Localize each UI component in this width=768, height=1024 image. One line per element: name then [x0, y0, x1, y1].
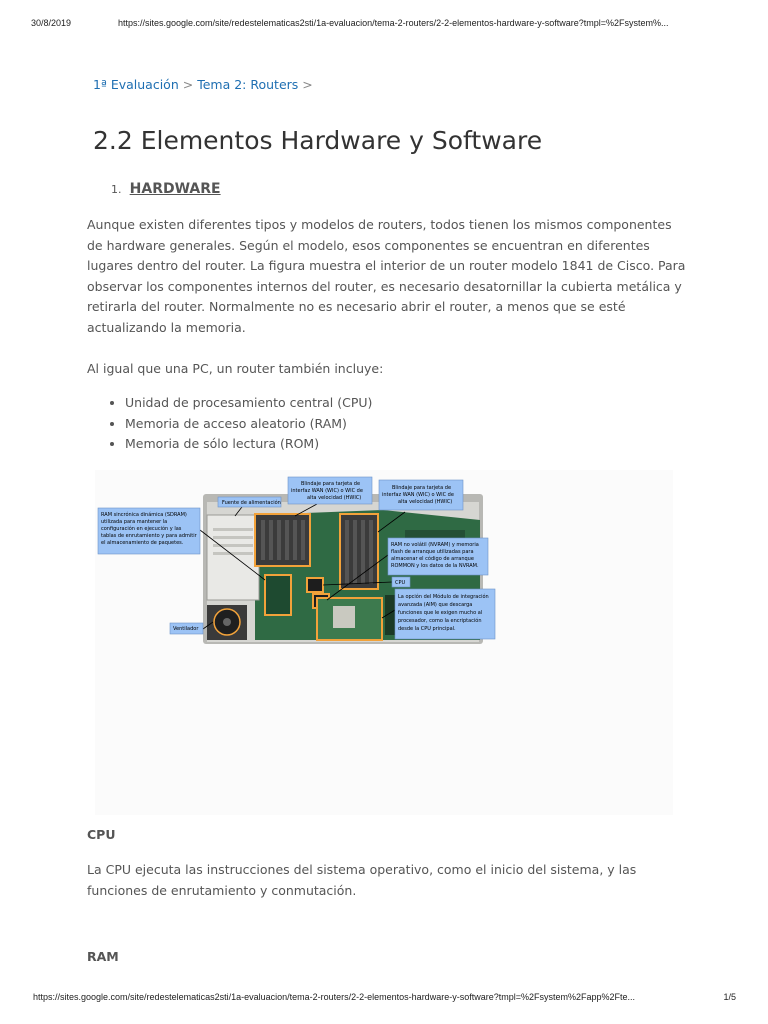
list-item: • Unidad de procesamiento central (CPU) — [125, 393, 372, 414]
svg-text:avanzada (AIM) que descarga: avanzada (AIM) que descarga — [398, 602, 473, 608]
svg-text:Blindaje para tarjeta de: Blindaje para tarjeta de — [392, 485, 452, 491]
cpu-heading: CPU — [87, 827, 116, 842]
svg-text:Fuente de alimentación: Fuente de alimentación — [222, 500, 281, 506]
svg-text:Blindaje para tarjeta de: Blindaje para tarjeta de — [301, 481, 361, 487]
component-list — [107, 393, 372, 455]
svg-text:Ventilador: Ventilador — [173, 626, 199, 632]
list-item: • Memoria de sólo lectura (ROM) — [125, 434, 372, 455]
callout-sdram — [98, 508, 200, 554]
svg-text:interfaz WAN (WIC) o WIC de: interfaz WAN (WIC) o WIC de — [291, 488, 363, 494]
svg-text:utilizada para mantener la: utilizada para mantener la — [101, 519, 168, 525]
callout-wic-left — [288, 477, 372, 504]
page-title: 2.2 Elementos Hardware y Software — [93, 126, 543, 155]
router-figure — [95, 470, 673, 815]
callout-aim — [395, 589, 495, 639]
intro-paragraph: Aunque existen diferentes tipos y modelos de routers, todos tienen los mismos componentes de hardware generales. Según el modelo, esos componentes se encuentran en diferentes lugares dentro del router. La figura muestra el interior de un router modelo 1841 de Cisco. Para observar los componentes internos del router, es necesario desatornillar la cubierta metálica y retirarla del router. Normalmente no es necesario abrir el router, a menos que se esté actualizando la memoria. — [87, 217, 686, 335]
cpu-paragraph: La CPU ejecuta las instrucciones del sistema operativo, como el inicio del sistema, y las funciones de enrutamiento y conmutación. — [87, 862, 637, 898]
svg-text:configuración en ejecución y l: configuración en ejecución y las — [101, 526, 182, 532]
breadcrumb — [93, 77, 313, 92]
callout-nvram — [388, 538, 488, 575]
print-header-url: https://sites.google.com/site/redestelematicas2sti/1a-evaluacion/tema-2-routers/2-2-elementos-hardware-y-software?tmpl=%2Fsystem%... — [118, 18, 669, 28]
callout-fan — [170, 623, 203, 634]
print-footer-url: https://sites.google.com/site/redestelematicas2sti/1a-evaluacion/tema-2-routers/2-2-elementos-hardware-y-software?tmpl=%2Fsystem%2Fapp%2Fte... — [33, 992, 636, 1002]
svg-text:interfaz WAN (WIC) o WIC de: interfaz WAN (WIC) o WIC de — [382, 492, 454, 498]
router-interior-image — [95, 470, 673, 815]
svg-text:CPU: CPU — [395, 580, 406, 586]
svg-text:tablas de enrutamiento y para: tablas de enrutamiento y para admitir — [101, 533, 197, 539]
callout-cpu — [392, 577, 410, 587]
svg-text:almacenar el código de arranqu: almacenar el código de arranque — [391, 556, 474, 562]
page-indicator: 1/5 — [723, 992, 736, 1002]
svg-text:alta velocidad (HWIC): alta velocidad (HWIC) — [307, 495, 362, 501]
cpu-chip — [307, 578, 323, 592]
section-heading — [111, 181, 221, 197]
svg-text:La opción del Módulo de integr: La opción del Módulo de integración — [398, 594, 489, 600]
breadcrumb-separator: > — [182, 77, 194, 92]
sdram-module — [265, 575, 291, 615]
components-intro: Al igual que una PC, un router también incluye: — [87, 361, 384, 376]
ram-heading: RAM — [87, 949, 119, 964]
breadcrumb-link-tema-2[interactable]: Tema 2: Routers — [197, 77, 299, 92]
callout-power-supply — [218, 497, 281, 507]
svg-text:RAM sincrónica dinámica (SDRAM: RAM sincrónica dinámica (SDRAM) — [101, 512, 187, 518]
svg-text:el almacenamiento de paquetes.: el almacenamiento de paquetes. — [101, 540, 184, 546]
list-item: • Memoria de acceso aleatorio (RAM) — [125, 414, 372, 435]
svg-text:desde la CPU principal.: desde la CPU principal. — [398, 626, 456, 632]
section-number: 1. — [111, 183, 122, 196]
svg-text:alta velocidad (HWIC): alta velocidad (HWIC) — [398, 499, 453, 505]
breadcrumb-link-evaluacion[interactable]: 1ª Evaluación — [93, 77, 179, 92]
breadcrumb-separator: > — [302, 77, 313, 92]
svg-text:procesador, como la encriptaci: procesador, como la encriptación — [398, 618, 482, 624]
svg-text:funciones que le exigen mucho: funciones que le exigen mucho al — [398, 610, 483, 616]
svg-text:flash de arranque utilizadas p: flash de arranque utilizadas para — [391, 549, 474, 555]
svg-text:ROMMON y los datos de la NVRAM: ROMMON y los datos de la NVRAM. — [391, 563, 479, 569]
power-supply — [207, 515, 259, 600]
print-date: 30/8/2019 — [31, 18, 72, 28]
callout-wic-right — [379, 480, 463, 510]
svg-text:RAM no volátil (NVRAM) y memor: RAM no volátil (NVRAM) y memoria — [391, 542, 479, 548]
section-label: HARDWARE — [129, 181, 221, 197]
